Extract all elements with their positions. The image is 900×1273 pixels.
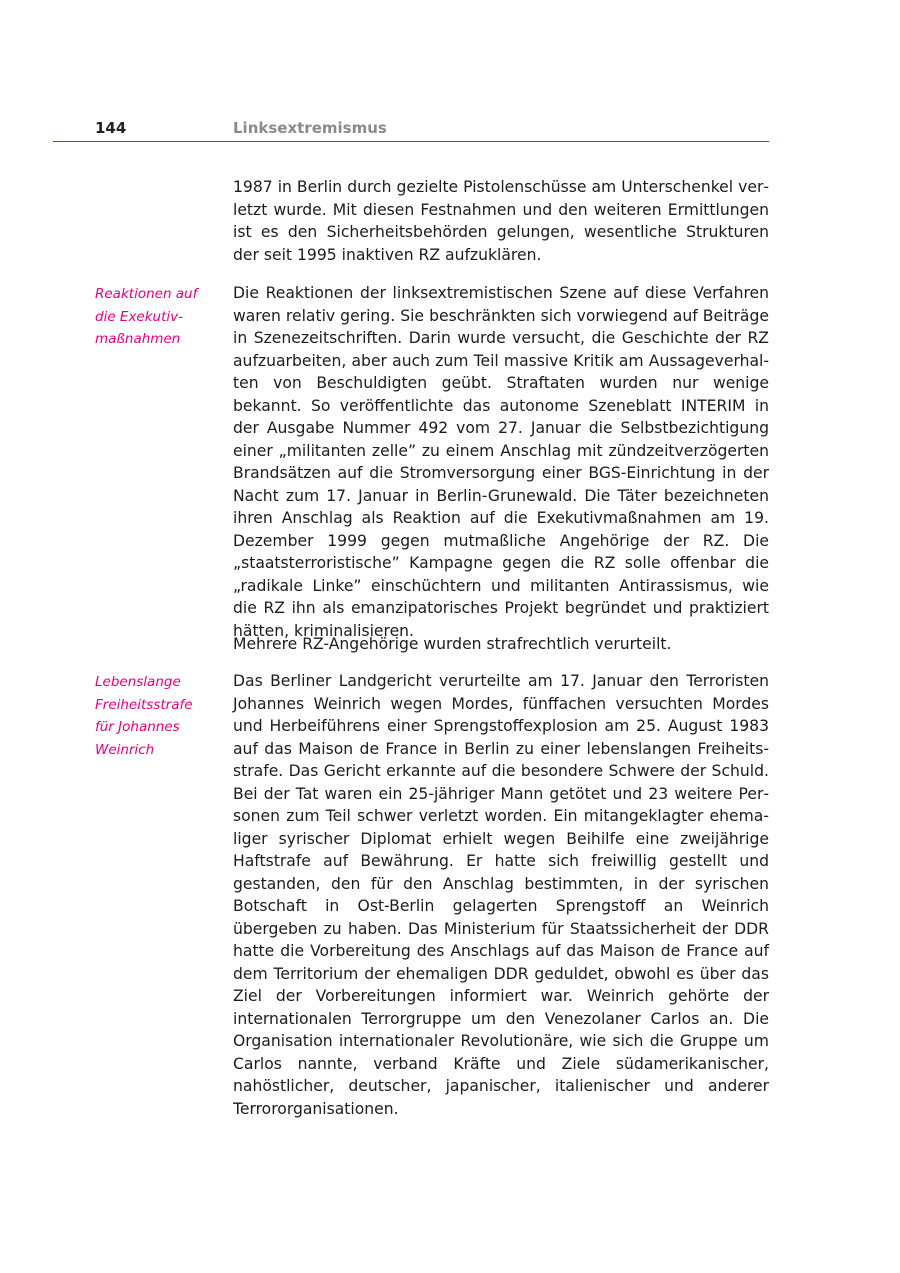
margin-note-reaktionen: Reaktionen auf die Exekutiv- maßnahmen [95, 286, 198, 347]
paragraph-4: Das Berliner Landgericht verurteilte am 17. Januar den Terroristen Johannes Weinrich wegen Mordes, fünffachen versuchten Mordes und Herbeiführens einer Sprengstoffexplosion am 25. August 1983 auf das Maison de France in Berlin zu einer lebenslangen Freiheitsstrafe. Das Gericht erkannte auf die besondere Schwere der Schuld. Bei der Tat waren ein 25-jähriger Mann getötet und 23 weitere Personen zum Teil schwer verletzt worden. Ein mitangeklagter ehemaliger syrischer Diplomat erhielt wegen Beihilfe eine zweijährige Haftstrafe auf Bewährung. Er hatte sich freiwillig gestellt und gestanden, den für den Anschlag bestimmten, in der syrischen Botschaft in Ost-Berlin gelagerten Sprengstoff an Weinrich übergeben zu haben. Das Ministerium für Staatssicherheit der DDR hatte die Vorbereitung des Anschlags auf das Maison de France auf dem Territorium der ehemaligen DDR geduldet, obwohl es über das Ziel der Vorbereitungen informiert war. Weinrich gehörte der internationalen Terrorgruppe um den Venezolaner Carlos an. Die Organisation internationaler Revolutionäre, wie sich die Gruppe um Carlos nannte, verband Kräfte und Ziele südamerikanischer, nahöstlicher, deutscher, japanischer, italienischer und anderer Terrororganisationen. [233, 672, 769, 1118]
page-number: 144 [95, 119, 127, 137]
paragraph-1: 1987 in Berlin durch gezielte Pistolenschüsse am Unterschenkel verletzt wurde. Mit diesen Festnahmen und den weiteren Ermittlungen ist es den Sicherheitsbehörden gelungen, wesentliche Strukturen der seit 1995 inaktiven RZ aufzuklären. [233, 178, 769, 264]
margin-note-freiheitsstrafe: Lebenslange Freiheitsstrafe für Johannes Weinrich [95, 674, 193, 758]
page-header [53, 116, 769, 142]
running-title: Linksextremismus [233, 119, 387, 137]
paragraph-2: Die Reaktionen der linksextremistischen Szene auf diese Verfahren waren relativ gering. Sie beschränkten sich vorwiegend auf Beiträge in Szenezeitschriften. Darin wurde versucht, die Geschichte der RZ aufzuarbeiten, aber auch zum Teil massive Kritik am Aussageverhalten von Beschuldigten geübt. Straftaten wurden nur wenige bekannt. So veröffentlichte das autonome Szeneblatt INTERIM in der Ausgabe Nummer 492 vom 27. Januar die Selbstbezichtigung einer „militanten zelle” zu einem Anschlag mit zündzeitverzögerten Brandsätzen auf die Stromversorgung einer BGS-Einrichtung in der Nacht zum 17. Januar in Berlin-Grunewald. Die Täter bezeichneten ihren Anschlag als Reaktion auf die Exekutivmaßnahmen am 19. Dezember 1999 gegen mutmaßliche Angehörige der RZ. Die „staatsterroristische” Kampagne gegen die RZ solle offenbar die „radikale Linke” einschüchtern und militanten Antirassismus, wie die RZ ihn als emanzipatorisches Projekt begründet und praktiziert hätten, kriminalisieren. [233, 284, 769, 640]
paragraph-3: Mehrere RZ-Angehörige wurden strafrechtlich verurteilt. [233, 635, 672, 653]
